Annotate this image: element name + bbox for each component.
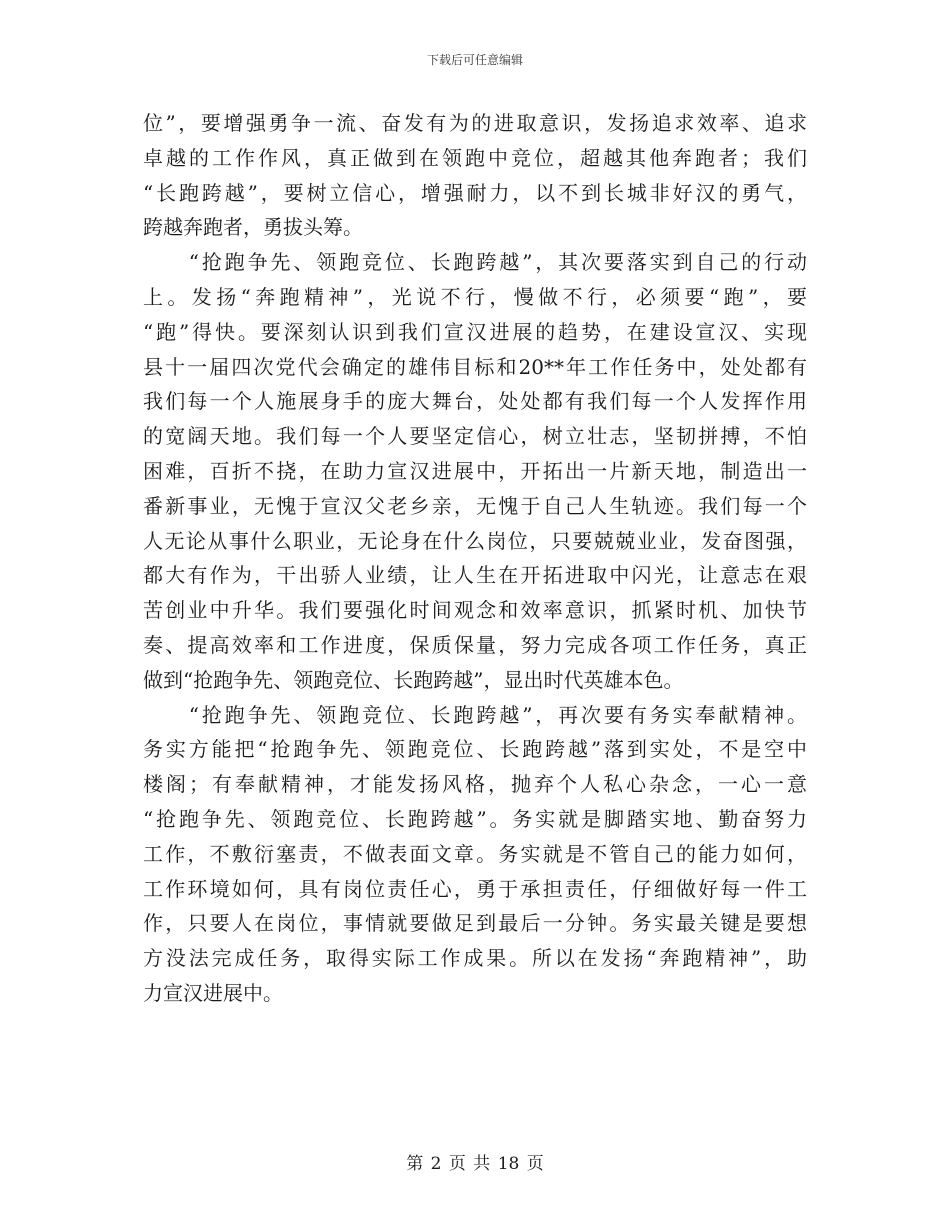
text-line: 奏、提高效率和工作进度，保质保量，努力完成各项工作任务，真正: [143, 632, 807, 657]
text-line: 工作环境如何，具有岗位责任心，勇于承担责任，仔细做好每一件工: [143, 876, 807, 901]
paragraph-2: [143, 245, 807, 697]
text-line: 方没法完成任务，取得实际工作成果。所以在发扬“奔跑精神”，助: [143, 946, 807, 971]
text-line: 都大有作为，干出骄人业绩，让人生在开拓进取中闪光，让意志在艰: [143, 563, 807, 588]
text-line: 的宽阔天地。我们每一个人要坚定信心，树立壮志，坚韧拼搏，不怕: [143, 424, 807, 449]
text-line: 跨越奔跑者，勇拔头筹。: [143, 215, 363, 240]
text-line: 务实方能把“抢跑争先、领跑竞位、长跑跨越”落到实处，不是空中: [143, 737, 807, 762]
text-line: “长跑跨越”，要树立信心，增强耐力，以不到长城非好汉的勇气，: [143, 180, 807, 205]
paragraph-1: [143, 106, 807, 245]
text-line: 作，只要人在岗位，事情就要做足到最后一分钟。务实最关键是要想: [143, 911, 807, 936]
text-line: 位”，要增强勇争一流、奋发有为的进取意识，发扬追求效率、追求: [143, 111, 807, 135]
text-line: “跑”得快。要深刻认识到我们宣汉进展的趋势，在建设宣汉、实现: [143, 319, 807, 344]
text-line: 番新事业，无愧于宣汉父老乡亲，无愧于自己人生轨迹。我们每一个: [143, 493, 807, 518]
text-line: “抢跑争先、领跑竞位、长跑跨越”，其次要落实到自己的行动: [143, 250, 807, 275]
text-line: 楼阁；有奉献精神，才能发扬风格，抛弃个人私心杂念，一心一意: [143, 772, 807, 797]
page-header: 下载后可任意编辑: [426, 53, 523, 67]
text-line: 我们每一个人施展身手的庞大舞台，处处都有我们每一个人发挥作用: [143, 389, 807, 414]
text-line: 人无论从事什么职业，无论身在什么岗位，只要兢兢业业，发奋图强，: [143, 528, 807, 553]
text-line: 力宣汉进展中。: [143, 980, 283, 1005]
text-line: 苦创业中升华。我们要强化时间观念和效率意识，抓紧时机、加快节: [143, 598, 807, 623]
text-line: 县十一届四次党代会确定的雄伟目标和20**年工作任务中，处处都有: [143, 354, 807, 379]
text-line: 工作，不敷衍塞责，不做表面文章。务实就是不管自己的能力如何，: [143, 841, 807, 866]
text-line: 上。发扬“奔跑精神”，光说不行，慢做不行，必须要“跑”，要: [143, 284, 807, 309]
document-body: [143, 106, 807, 1011]
text-line: 卓越的工作作风，真正做到在领跑中竞位，超越其他奔跑者；我们: [143, 145, 807, 170]
text-line: “抢跑争先、领跑竞位、长跑跨越”。务实就是脚踏实地、勤奋努力: [143, 806, 807, 831]
paragraph-3: [143, 698, 807, 1011]
text-line: “抢跑争先、领跑竞位、长跑跨越”，再次要有务实奉献精神。: [143, 702, 807, 727]
text-line: 做到“抢跑争先、领跑竞位、长跑跨越”，显出时代英雄本色。: [143, 667, 684, 692]
text-line: 困难，百折不挠，在助力宣汉进展中，开拓出一片新天地，制造出一: [143, 458, 807, 483]
page-footer-page-number: 第 2 页 共 18 页: [406, 1154, 544, 1174]
